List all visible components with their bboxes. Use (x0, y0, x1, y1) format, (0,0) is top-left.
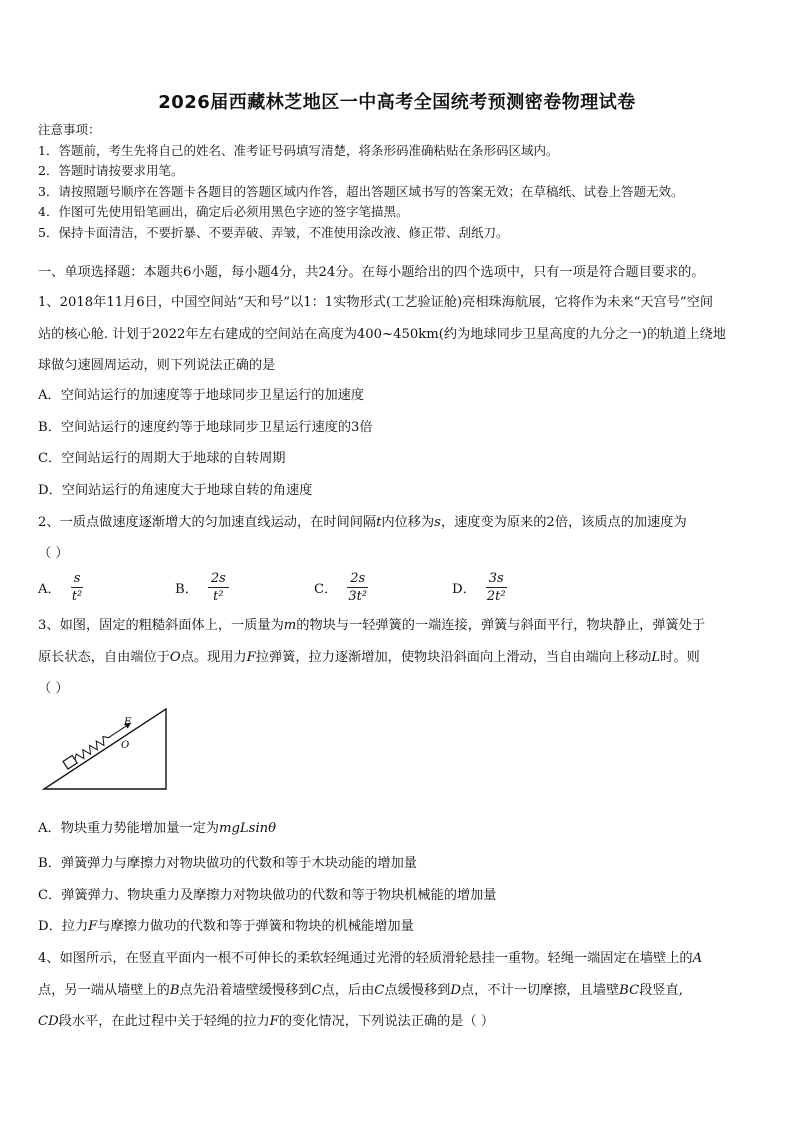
question-text-line: 球做匀速圆周运动，则下列说法正确的是 (38, 358, 276, 373)
q3-text: 时。则 (660, 650, 700, 665)
denominator: t² (213, 588, 224, 604)
q4-var-B: B (169, 983, 180, 998)
question-4-line2 (38, 979, 683, 998)
q2-text: 内位移为 (381, 515, 435, 530)
q3-var-O: O (169, 650, 181, 665)
numerator: 2s (347, 571, 368, 588)
q3-var-m: m (283, 618, 297, 633)
q3-var-L: L (651, 650, 661, 665)
notice-item: 4．作图可先使用铅笔画出，确定后必须用黑色字迹的签字笔描黑。 (38, 204, 409, 219)
q3-text: 拉弹簧，拉力逐渐增加，使物块沿斜面向上滑动，当自由端向上移动 (255, 650, 652, 665)
q4-text: 点，后由 (321, 983, 375, 998)
q4-var-F: F (269, 1014, 279, 1029)
denominator: 2t² (486, 588, 506, 604)
notice-heading: 注意事项： (38, 122, 101, 137)
fraction (208, 571, 229, 604)
q1-option-b: B．空间站运行的速度约等于地球同步卫星运行速度的3倍 (38, 420, 373, 435)
incline-spring-diagram (40, 703, 170, 793)
force-label: F (124, 717, 131, 728)
q4-text: 4、如图所示，在竖直平面内一根不可伸长的柔软轻绳通过光滑的轻质滑轮悬挂一重物。轻绳一端固定在墙壁上的 (38, 951, 693, 966)
question-3-line1 (38, 614, 705, 633)
incline-triangle (44, 709, 166, 789)
notice-item: 5．保持卡面清洁，不要折暴、不要弄破、弄皱，不准使用涂改液、修正带、刮纸刀。 (38, 224, 509, 240)
page-title: 2026届西藏林芝地区一中高考全国统考预测密卷物理试卷 (158, 92, 636, 113)
q2-text: 2、一质点做速度逐渐增大的匀加速直线运动，在时间间隔 (38, 515, 377, 530)
option-label: C． (314, 581, 338, 597)
q4-var-C: C (311, 983, 322, 998)
option-label: B． (175, 581, 198, 597)
q2-option-b (175, 565, 229, 609)
question-text-line: 站的核心舱. 计划于2022年左右建成的空间站在高度为400~450km(约为地球同步卫星高度的九分之一)的轨道上绕地 (38, 326, 726, 342)
q4-var-A: A (692, 951, 703, 966)
notice-item: 1．答题前，考生先将自己的姓名、准考证号码填写清楚，将条形码准确粘贴在条形码区域内。 (38, 142, 559, 158)
q3-option-b: B．弹簧弹力与摩擦力对物块做功的代数和等于木块动能的增加量 (38, 856, 417, 871)
q3-var-F: F (246, 650, 256, 665)
q2-answer-bracket: （ ） (38, 546, 69, 561)
question-3-line2 (38, 646, 700, 665)
question-1 (38, 287, 760, 382)
q3-option-c: C．弹簧弹力、物块重力及摩擦力对物块做功的代数和等于物块机械能的增加量 (38, 888, 497, 903)
fraction (486, 571, 507, 604)
q3-text: 原长状态，自由端位于 (38, 650, 170, 665)
fraction (71, 571, 84, 604)
q1-option-a: A．空间站运行的加速度等于地球同步卫星运行的加速度 (38, 388, 365, 403)
q4-var-BC: BC (619, 983, 640, 998)
q4-text: 点，另一端从墙壁上的 (38, 983, 170, 998)
q4-text: 点缓慢移到 (384, 983, 451, 998)
question-4-line1 (38, 947, 702, 966)
q2-var-t: t (376, 515, 382, 530)
q4-text: 点，不计一切摩擦，且墙壁 (460, 983, 620, 998)
option-label: A． (38, 581, 61, 597)
question-text-line: 1、2018年11月6日，中国空间站“天和号”以1：1实物形式(工艺验证舱)亮相珠海航展，它将作为未来“天宫号”空间 (38, 295, 714, 310)
q3-text: 3、如图，固定的粗糙斜面体上，一质量为 (38, 618, 284, 633)
question-4-line3 (38, 1010, 494, 1029)
q1-option-d: D．空间站运行的角速度大于地球自转的角速度 (38, 483, 313, 498)
option-text: 与摩擦力做功的代数和等于弹簧和物块的机械能增加量 (97, 919, 414, 934)
q1-option-c: C．空间站运行的周期大于地球的自转周期 (38, 451, 286, 466)
numerator: 2s (208, 571, 229, 588)
q2-option-c (314, 565, 368, 609)
notice-item: 3．请按照题号顺序在答题卡各题目的答题区域内作答，超出答题区域书写的答案无效；在草稿纸、试卷上答题无效。 (38, 183, 684, 199)
q4-var-C: C (374, 983, 385, 998)
point-label: O (121, 740, 130, 751)
notice-block (38, 120, 683, 243)
q4-text: 的变化情况，下列说法正确的是（ ） (278, 1014, 495, 1029)
q3-answer-bracket: （ ） (38, 681, 69, 696)
fraction (347, 571, 368, 604)
q2-var-s: s (434, 515, 441, 530)
q2-options (38, 565, 638, 609)
q4-var-D: D (450, 983, 461, 998)
q3-var-F: F (88, 919, 98, 934)
q3-option-a (38, 817, 276, 836)
question-2-line1 (38, 511, 687, 530)
q2-option-a (38, 565, 83, 609)
section-heading: 一、单项选择题：本题共6小题，每小题4分，共24分。在每小题给出的四个选项中，只有一项是符合题目要求的。 (38, 265, 705, 280)
option-text: A．物块重力势能增加量一定为 (38, 821, 219, 836)
numerator: 3s (486, 571, 507, 588)
q4-var-CD: CD (38, 1014, 59, 1029)
formula: mgLsinθ (218, 821, 277, 836)
numerator: s (71, 571, 84, 588)
option-text: D．拉力 (38, 919, 89, 934)
option-label: D． (452, 581, 476, 597)
notice-item: 2．答题时请按要求用笔。 (38, 163, 184, 178)
denominator: 3t² (348, 588, 368, 604)
q3-option-d (38, 915, 414, 934)
q3-text: 点。现用力 (180, 650, 247, 665)
denominator: t² (71, 588, 83, 604)
q4-text: 段水平，在此过程中关于轻绳的拉力 (58, 1014, 270, 1029)
q3-text: 的物块与一轻弹簧的一端连接，弹簧与斜面平行，物块静止，弹簧处于 (296, 618, 706, 633)
q2-option-d (452, 565, 507, 609)
q2-text: ，速度变为原来的2倍，该质点的加速度为 (440, 515, 687, 530)
q4-text: 段竖直, (639, 983, 683, 998)
q4-text: 点先沿着墙壁缓慢移到 (179, 983, 312, 998)
